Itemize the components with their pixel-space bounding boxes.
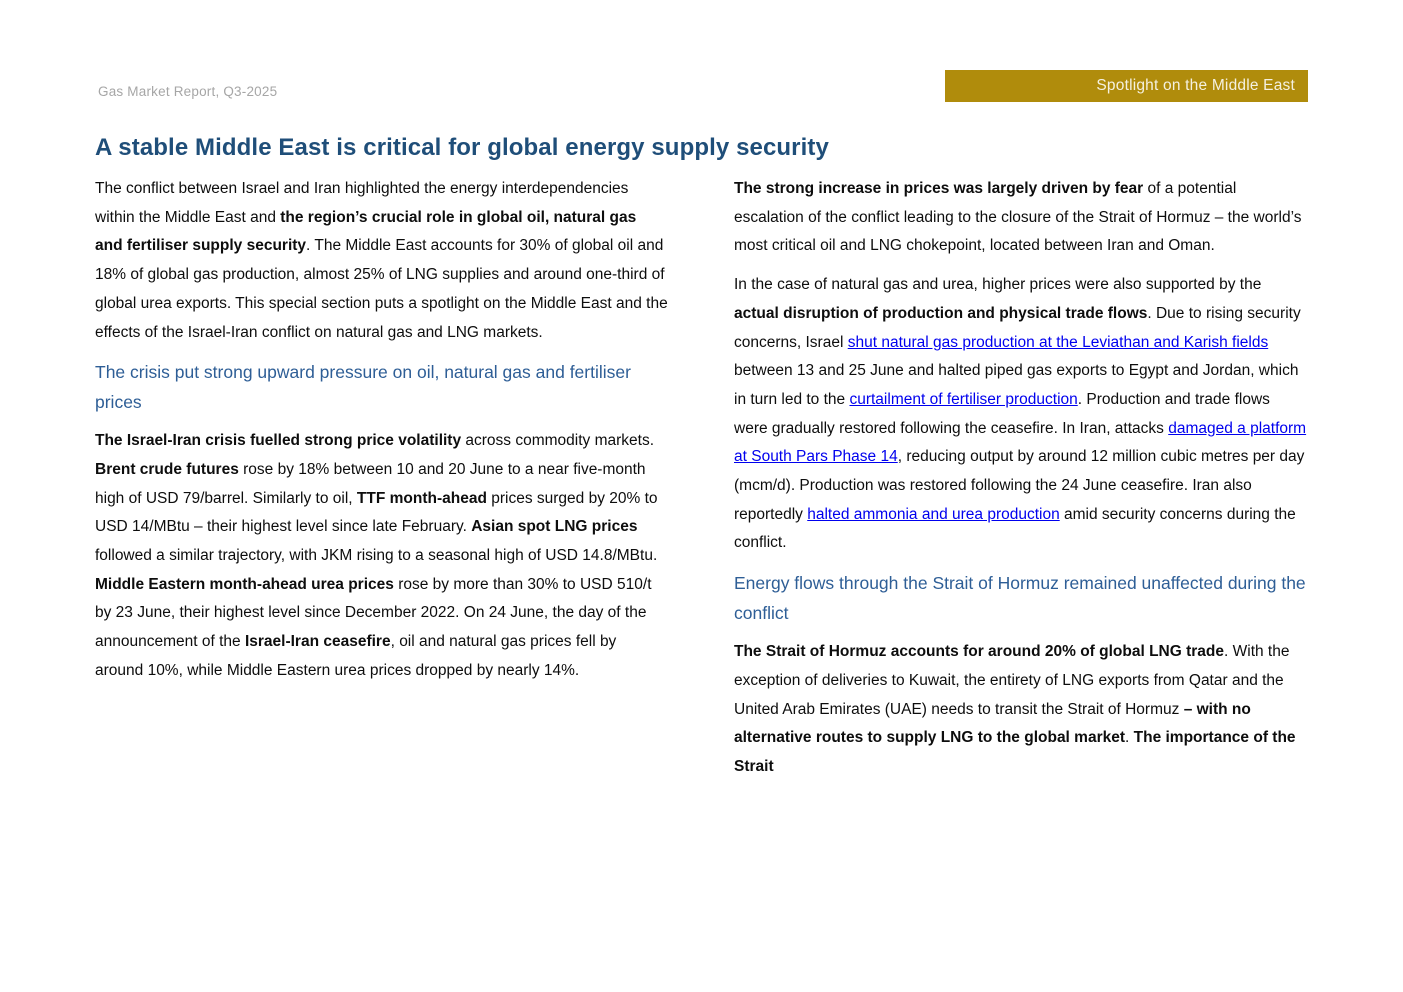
body-text-run: prices surged by 20% to USD 14/MBtu – their highest level since late February. (95, 489, 658, 536)
inline-link[interactable]: shut natural gas production at the Leviathan and Karish fields (847, 333, 1269, 351)
body-text-run: In the case of natural gas and urea, higher prices were also supported by the (734, 276, 1262, 294)
body-text-run: , reducing output by around 12 million cubic metres per day (mcm/d). Production was restored following the 24 June ceasefire. Iran also reportedly (734, 448, 1305, 523)
two-column-layout (95, 175, 1307, 792)
body-paragraph (734, 175, 1307, 261)
body-text-run: followed a similar trajectory, with JKM rising to a seasonal high of USD 14.8/MBtu. (95, 547, 658, 565)
body-text-run: . With the exception of deliveries to Kuwait, the entirety of LNG exports from Qatar and the United Arab Emirates (UAE) needs to transit the Strait of Hormuz (734, 643, 1290, 718)
inline-link[interactable]: halted ammonia and urea production (807, 505, 1060, 523)
body-text-run: , oil and natural gas prices fell by around 10%, while Middle Eastern urea prices dropped by nearly 14%. (95, 633, 617, 679)
bold-text-run: Middle Eastern month-ahead urea prices (95, 575, 394, 593)
bold-text-run: The strong increase in prices was largely driven by fear (734, 180, 1144, 197)
spotlight-banner (945, 70, 1308, 102)
bold-text-run: The Strait of Hormuz accounts for around 20% of global LNG trade (734, 643, 1225, 661)
body-text-run: . (1125, 729, 1134, 747)
bold-text-run: Israel-Iran ceasefire (244, 633, 391, 651)
bold-text-run: actual disruption of production and physical trade flows (734, 304, 1148, 322)
bold-text-run: The importance of the Strait (734, 729, 1296, 775)
page-title: A stable Middle East is critical for global energy supply security (95, 134, 829, 161)
bold-text-run: TTF month-ahead (356, 489, 487, 507)
body-text-run: rose by more than 30% to USD 510/t by 23 June, their highest level since December 2022. On 24 June, the day of the announcement of the (95, 575, 652, 651)
bold-text-run: Asian spot LNG prices (471, 518, 638, 536)
body-paragraph (95, 427, 668, 685)
left-column (95, 175, 668, 792)
bold-text-run: – with no alternative routes to supply LNG to the global market (734, 700, 1251, 747)
section-subheading: The crisis put strong upward pressure on oil, natural gas and fertiliser prices (95, 362, 631, 413)
section-subheading: Energy flows through the Strait of Hormuz remained unaffected during the conflict (734, 573, 1306, 624)
spotlight-banner-label: Spotlight on the Middle East (1096, 77, 1295, 94)
body-text-run: across commodity markets. (461, 432, 655, 450)
body-paragraph (734, 271, 1307, 558)
body-text-run: between 13 and 25 June and halted piped gas exports to Egypt and Jordan, which in turn led to the (734, 362, 1299, 408)
body-text-run: . Production and trade flows were gradually restored following the ceasefire. In Iran, attacks (734, 390, 1270, 437)
bold-text-run: the region’s crucial role in global oil, natural gas and fertiliser supply security (95, 208, 637, 255)
body-text-run: of a potential escalation of the conflict leading to the closure of the Strait of Hormuz – the world’s most critical oil and LNG chokepoint, located between Iran and Oman. (734, 180, 1302, 255)
report-title-label: Gas Market Report, Q3-2025 (98, 84, 278, 99)
bold-text-run: Brent crude futures (95, 460, 239, 478)
body-text-run: rose by 18% between 10 and 20 June to a near five-month high of USD 79/barrel. Similarly to oil, (95, 460, 646, 507)
body-text-run: amid security concerns during the conflict. (734, 505, 1296, 552)
body-text-run: The conflict between Israel and Iran highlighted the energy interdependencies within the Middle East and (95, 180, 629, 226)
body-text-run: . Due to rising security concerns, Israel (734, 304, 1301, 351)
body-paragraph (95, 175, 668, 347)
inline-link[interactable]: damaged a platform at South Pars Phase 14 (734, 419, 1307, 466)
right-column (734, 175, 1307, 792)
page-header (0, 0, 1403, 102)
body-paragraph (734, 638, 1307, 782)
bold-text-run: The Israel-Iran crisis fuelled strong price volatility (95, 432, 462, 450)
body-text-run: . The Middle East accounts for 30% of global oil and 18% of global gas production, almost 25% of LNG supplies and around one-third of global urea exports. This special section puts a spotlight on the Middle East and the effects of the Israel-Iran conflict on natural gas and LNG markets. (95, 237, 668, 341)
inline-link[interactable]: curtailment of fertiliser production (849, 390, 1078, 408)
